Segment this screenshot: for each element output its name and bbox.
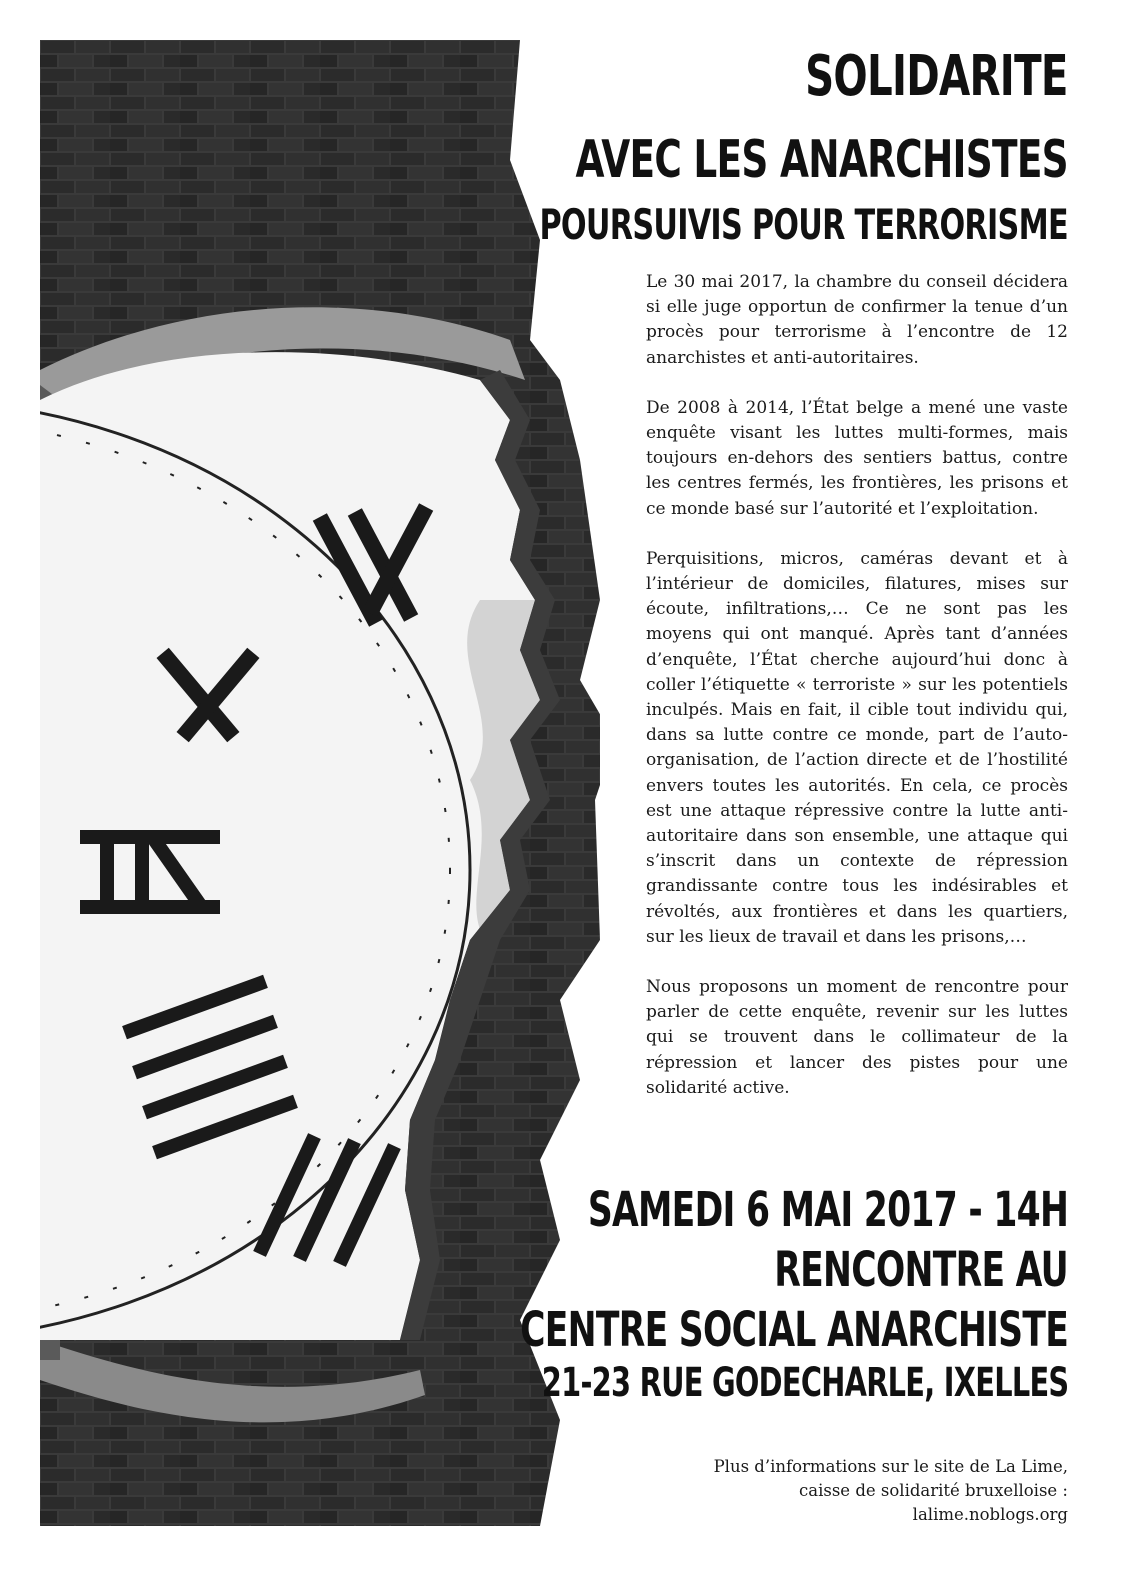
broken-clock-photo [40, 40, 600, 1526]
event-place: CENTRE SOCIAL ANARCHISTE [520, 1302, 1068, 1358]
title-line-1: SOLIDARITE [805, 44, 1068, 109]
title-line-3: POURSUIVIS POUR TERRORISME [539, 200, 1068, 249]
paragraph-4: Nous proposons un moment de rencontre pour parler de cette enquête, revenir sur les luttes qui se trouvent dans le collimateur de la répression et lancer des pistes pour une solidarité active. [646, 977, 1068, 1098]
paragraph-2: De 2008 à 2014, l’État belge a mené une vaste enquête visant les luttes multi-formes, mais toujours en-dehors des sentiers battus, contre les centres fermés, les frontières, les prisons et ce monde basé sur l’autorité et l’exploitation. [646, 397, 1068, 519]
footer-line-1: Plus d’informations sur le site de La Lime, [713, 1457, 1068, 1476]
footer-info [714, 1455, 1068, 1527]
footer-line-2: caisse de solidarité bruxelloise : [799, 1481, 1068, 1500]
event-date: SAMEDI 6 MAI 2017 - 14H [587, 1182, 1068, 1238]
title-line-2: AVEC LES ANARCHISTES [575, 130, 1068, 190]
footer-website: lalime.noblogs.org [912, 1505, 1068, 1524]
paragraph-3: Perquisitions, micros, caméras devant et à l’intérieur de domiciles, filatures, mises sur écoute, infiltrations,… Ce ne sont pas les moyens qui ont manqué. Après tant d’années d’enquête, l’État cherche aujourd’hui donc à coller l’étiquette « terroriste » sur les potentiels inculpés. Mais en fait, il cible tout individu qui, dans sa lutte contre ce monde, part de l’auto-organisation, de l’action directe et de l’hostilité envers toutes les autorités. En cela, ce procès est une attaque répressive contre la lutte anti-autoritaire dans son ensemble, une attaque qui s’inscrit dans un contexte de répression grandissante contre tous les indésirables et révoltés, aux frontières et dans les quartiers, sur les lieux de travail et dans les prisons,… [646, 548, 1068, 947]
event-address: 21-23 RUE GODECHARLE, IXELLES [541, 1360, 1068, 1406]
paragraph-1: Le 30 mai 2017, la chambre du conseil décidera si elle juge opportun de confirmer la tenue d’un procès pour terrorisme à l’encontre de 12 anarchistes et anti-autoritaires. [646, 272, 1068, 368]
event-line-2: RENCONTRE AU [774, 1242, 1068, 1298]
body-text [646, 270, 1068, 1126]
